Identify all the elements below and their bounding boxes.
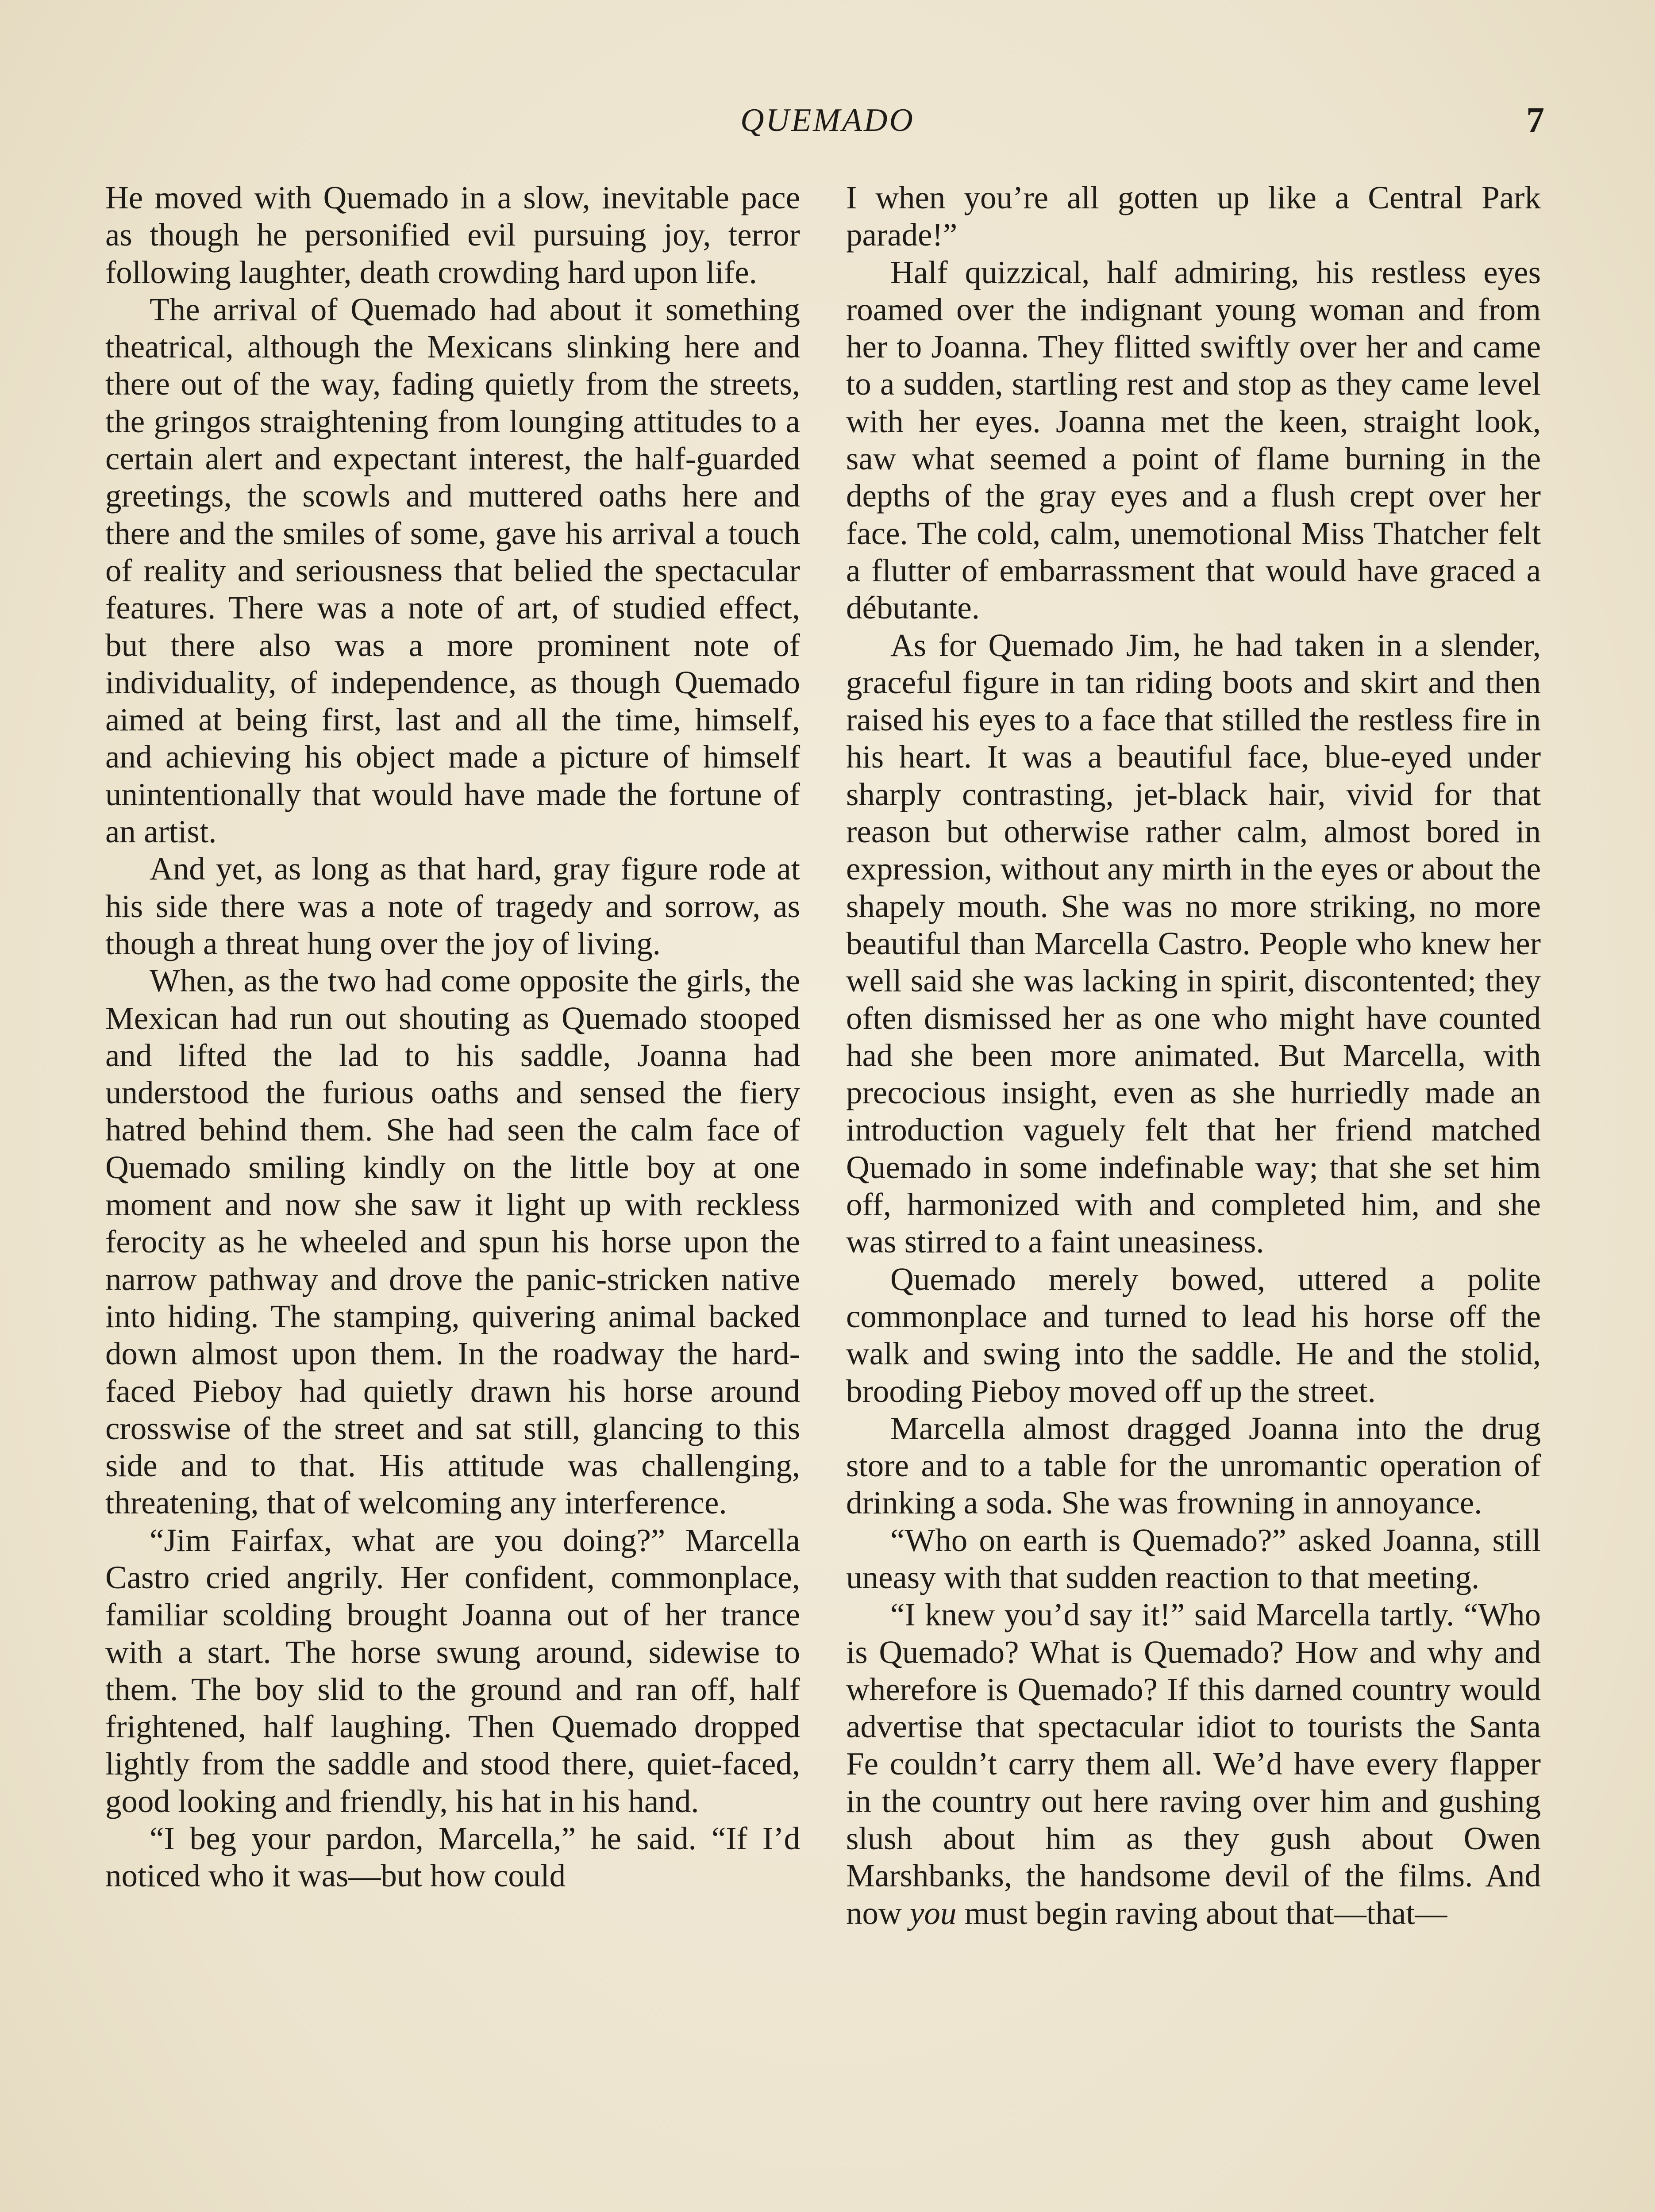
paragraph: The arrival of Quemado had about it something theatrical, although the Mexicans slinking here and there out of the way, fading quietly from the streets, the gringos straightening from lounging attitudes to a certain alert and expectant interest, the half-guarded greetings, the scowls and muttered oaths here and there and the smiles of some, gave his arrival a touch of reality and seriousness that belied the spectacular features. There was a note of art, of studied effect, but there also was a more prominent note of individuality, of independence, as though Quemado aimed at being first, last and all the time, himself, and achieving his object made a picture of himself unintentionally that would have made the fortune of an artist.: [105, 291, 800, 850]
paragraph: [846, 1596, 1541, 1932]
left-column: [105, 179, 800, 1895]
running-title: QUEMADO: [740, 102, 915, 138]
page-number: 7: [1526, 100, 1544, 140]
paragraph: As for Quemado Jim, he had taken in a slender, graceful figure in tan riding boots and skirt and then raised his eyes to a face that stilled the restless fire in his heart. It was a beautiful face, blue-eyed under sharply contrasting, jet-black hair, vivid for that reason but otherwise rather calm, almost bored in expression, without any mirth in the eyes or about the shapely mouth. She was no more striking, no more beautiful than Marcella Castro. People who knew her well said she was lacking in spirit, discontented; they often dismissed her as one who might have counted had she been more animated. But Marcella, with precocious insight, even as she hurriedly made an introduction vaguely felt that her friend matched Quemado in some indefinable way; that she set him off, harmonized with and completed him, and she was stirred to a faint uneasiness.: [846, 627, 1541, 1260]
paragraph: I when you’re all gotten up like a Central Park parade!”: [846, 180, 1541, 253]
paragraph: “Who on earth is Quemado?” asked Joanna, still uneasy with that sudden reaction to that meeting.: [846, 1522, 1541, 1595]
paragraph: When, as the two had come opposite the girls, the Mexican had run out shouting as Quemado stooped and lifted the lad to his saddle, Joanna had understood the furious oaths and sensed the fiery hatred behind them. She had seen the calm face of Quemado smiling kindly on the little boy at one moment and now she saw it light up with reckless ferocity as he wheeled and spun his horse upon the narrow pathway and drove the panic-stricken native into hiding. The stamping, quivering animal backed down almost upon them. In the roadway the hard-faced Pieboy had quietly drawn his horse around crosswise of the street and sat still, glancing to this side and to that. His attitude was challenging, threatening, that of welcoming any interference.: [105, 963, 800, 1521]
right-column: [846, 179, 1541, 1932]
emphasis-word: you: [909, 1895, 957, 1931]
paragraph-text: “I knew you’d say it!” said Marcella tartly. “Who is Quemado? What is Quemado? How and why and wherefore is Quemado? If this darned country would advertise that spectacular idiot to tourists the Santa Fe couldn’t carry them all. We’d have every flapper in the country out here raving over him and gushing slush about him as they gush about Owen Marshbanks, the handsome devil of the films. And now: [846, 1597, 1541, 1931]
paragraph: “Jim Fairfax, what are you doing?” Marcella Castro cried angrily. Her confident, commonplace, familiar scolding brought Joanna out of her trance with a start. The horse swung around, sidewise to them. The boy slid to the ground and ran off, half frightened, half laughing. Then Quemado dropped lightly from the saddle and stood there, quiet-faced, good looking and friendly, his hat in his hand.: [105, 1522, 800, 1819]
paragraph: Quemado merely bowed, uttered a polite commonplace and turned to lead his horse off the walk and swing into the saddle. He and the stolid, brooding Pieboy moved off up the street.: [846, 1261, 1541, 1409]
paragraph: “I beg your pardon, Marcella,” he said. “If I’d noticed who it was—but how could: [105, 1820, 800, 1894]
paragraph-text-end: must begin raving about that—that—: [956, 1895, 1447, 1931]
paragraph: And yet, as long as that hard, gray figure rode at his side there was a note of tragedy and sorrow, as though a threat hung over the joy of living.: [105, 851, 800, 961]
paragraph: Marcella almost dragged Joanna into the drug store and to a table for the unromantic operation of drinking a soda. She was frowning in annoyance.: [846, 1410, 1541, 1521]
paragraph: Half quizzical, half admiring, his restless eyes roamed over the indignant young woman and from her to Joanna. They flitted swiftly over her and came to a sudden, startling rest and stop as they came level with her eyes. Joanna met the keen, straight look, saw what seemed a point of flame burning in the depths of the gray eyes and a flush crept over her face. The cold, calm, unemotional Miss Thatcher felt a flutter of embarrassment that would have graced a débutante.: [846, 254, 1541, 626]
page-header: [0, 102, 1655, 155]
paragraph: He moved with Quemado in a slow, inevitable pace as though he personified evil pursuing joy, terror following laughter, death crowding hard upon life.: [105, 180, 800, 290]
